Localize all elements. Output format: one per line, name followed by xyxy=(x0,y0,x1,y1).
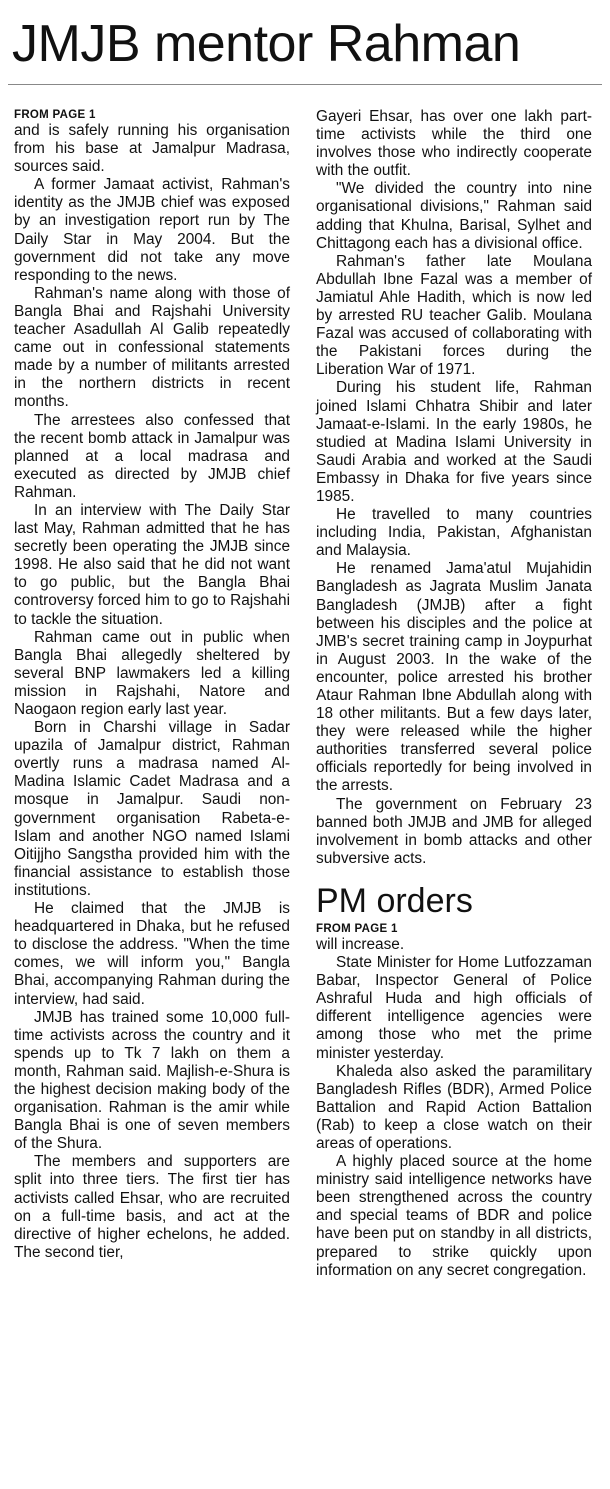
sub-headline: PM orders xyxy=(316,881,473,920)
paragraph: A former Jamaat activist, Rahman's identity as the JMJB chief was exposed by an investigation report run by The Daily Star in May 2004. But the government did not take any move responding to the news. xyxy=(14,176,290,284)
kicker: FROM PAGE 1 xyxy=(14,109,96,121)
headline: JMJB mentor Rahman xyxy=(12,15,521,73)
headline-rule xyxy=(8,84,602,85)
paragraph: He travelled to many countries including India, Pakistan, Afghanistan and Malaysia. xyxy=(316,506,592,560)
paragraph: Rahman came out in public when Bangla Bhai allegedly sheltered by several BNP lawmakers led a killing mission in Rajshahi, Natore and Naogaon region early last year. xyxy=(14,628,290,718)
paragraph: He renamed Jama'atul Mujahidin Bangladesh as Jagrata Muslim Janata Bangladesh (JMJB) after a fight between his disciples and the police at JMB's secret training camp in Joypurhat in August 2003. In the wake of the encounter, police arrested his brother Ataur Rahman Ibne Abdullah along with 18 other militants. But a few days later, they were released while the higher authorities transferred several police officials reportedly for being involved in the arrests. xyxy=(316,560,592,795)
kicker: FROM PAGE 1 xyxy=(316,922,398,935)
paragraph: He claimed that the JMJB is headquartered in Dhaka, but he refused to disclose the address. "When the time comes, we will inform you," Bangla Bhai, accompanying Rahman during the interview, had said. xyxy=(14,900,290,1008)
paragraph: A highly placed source at the home ministry said intelligence networks have been strengthened across the country and special teams of BDR and police have been put on standby in all districts, prepared to strike quickly upon information on any secret congregation. xyxy=(316,1153,592,1279)
paragraph: "We divided the country into nine organisational divisions," Rahman said adding that Khulna, Barisal, Sylhet and Chittagong each has a divisional office. xyxy=(316,180,592,252)
paragraph: Rahman's father late Moulana Abdullah Ibne Fazal was a member of Jamiatul Ahle Hadith, which is now led by arrested RU teacher Galib. Moulana Fazal was accused of collaborating with the Pakistani forces during the Liberation War of 1971. xyxy=(316,252,592,379)
paragraph: and is safely running his organisation from his base at Jamalpur Madrasa, sources said. xyxy=(14,122,290,176)
paragraph: In an interview with The Daily Star last May, Rahman admitted that he has secretly been operating the JMJB since 1998. He also said that he did not want to go public, but the Bangla Bhai controversy forced him to go to Rajshahi to tackle the situation. xyxy=(14,501,290,628)
paragraph: Rahman's name along with those of Bangla Bhai and Rajshahi University teacher Asadullah Al Galib repeatedly came out in confessional statements made by a number of militants arrested in the northern districts in recent months. xyxy=(14,284,290,411)
paragraph: State Minister for Home Lutfozzaman Babar, Inspector General of Police Ashraful Huda and high officials of different intelligence agencies were among those who met the prime minister yesterday. xyxy=(316,954,592,1062)
paragraph: Khaleda also asked the paramilitary Bangladesh Rifles (BDR), Armed Police Battalion and Rapid Action Battalion (Rab) to keep a close watch on their areas of operations. xyxy=(316,1062,592,1152)
paragraph: JMJB has trained some 10,000 full-time activists across the country and it spends up to Tk 7 lakh on them a month, Rahman said. Majlish-e-Shura is the highest decision making body of the organisation. Rahman is the amir while Bangla Bhai is one of seven members of the Shura. xyxy=(14,1008,290,1153)
paragraph: The members and supporters are split into three tiers. The first tier has activists called Ehsar, who are recruited on a full-time basis, and act at the directive of higher echelons, he added. The second tier, xyxy=(14,1153,290,1261)
paragraph: The arrestees also confessed that the recent bomb attack in Jamalpur was planned at a local madrasa and executed as directed by JMJB chief Rahman. xyxy=(14,411,290,501)
paragraph: Born in Charshi village in Sadar upazila of Jamalpur district, Rahman overtly runs a madrasa named Al-Madina Islamic Cadet Madrasa and a mosque in Jamalpur. Saudi non-government organisation Rabeta-e-Islam and another NGO named Islami Oitijjho Sangstha provided him with the financial assistance to establish those institutions. xyxy=(14,719,290,899)
paragraph: Gayeri Ehsar, has over one lakh part-time activists while the third one involves those who indirectly cooperate with the outfit. xyxy=(316,108,592,180)
left-column xyxy=(14,108,290,1262)
paragraph: During his student life, Rahman joined Islami Chhatra Shibir and later Jamaat-e-Islami. In the early 1980s, he studied at Madina Islami University in Saudi Arabia and worked at the Saudi Embassy in Dhaka for five years since 1985. xyxy=(316,379,592,505)
paragraph: will increase. xyxy=(316,935,405,953)
right-column xyxy=(316,108,592,1280)
paragraph: The government on February 23 banned both JMJB and JMB for alleged involvement in bomb attacks and other subversive acts. xyxy=(316,795,592,867)
